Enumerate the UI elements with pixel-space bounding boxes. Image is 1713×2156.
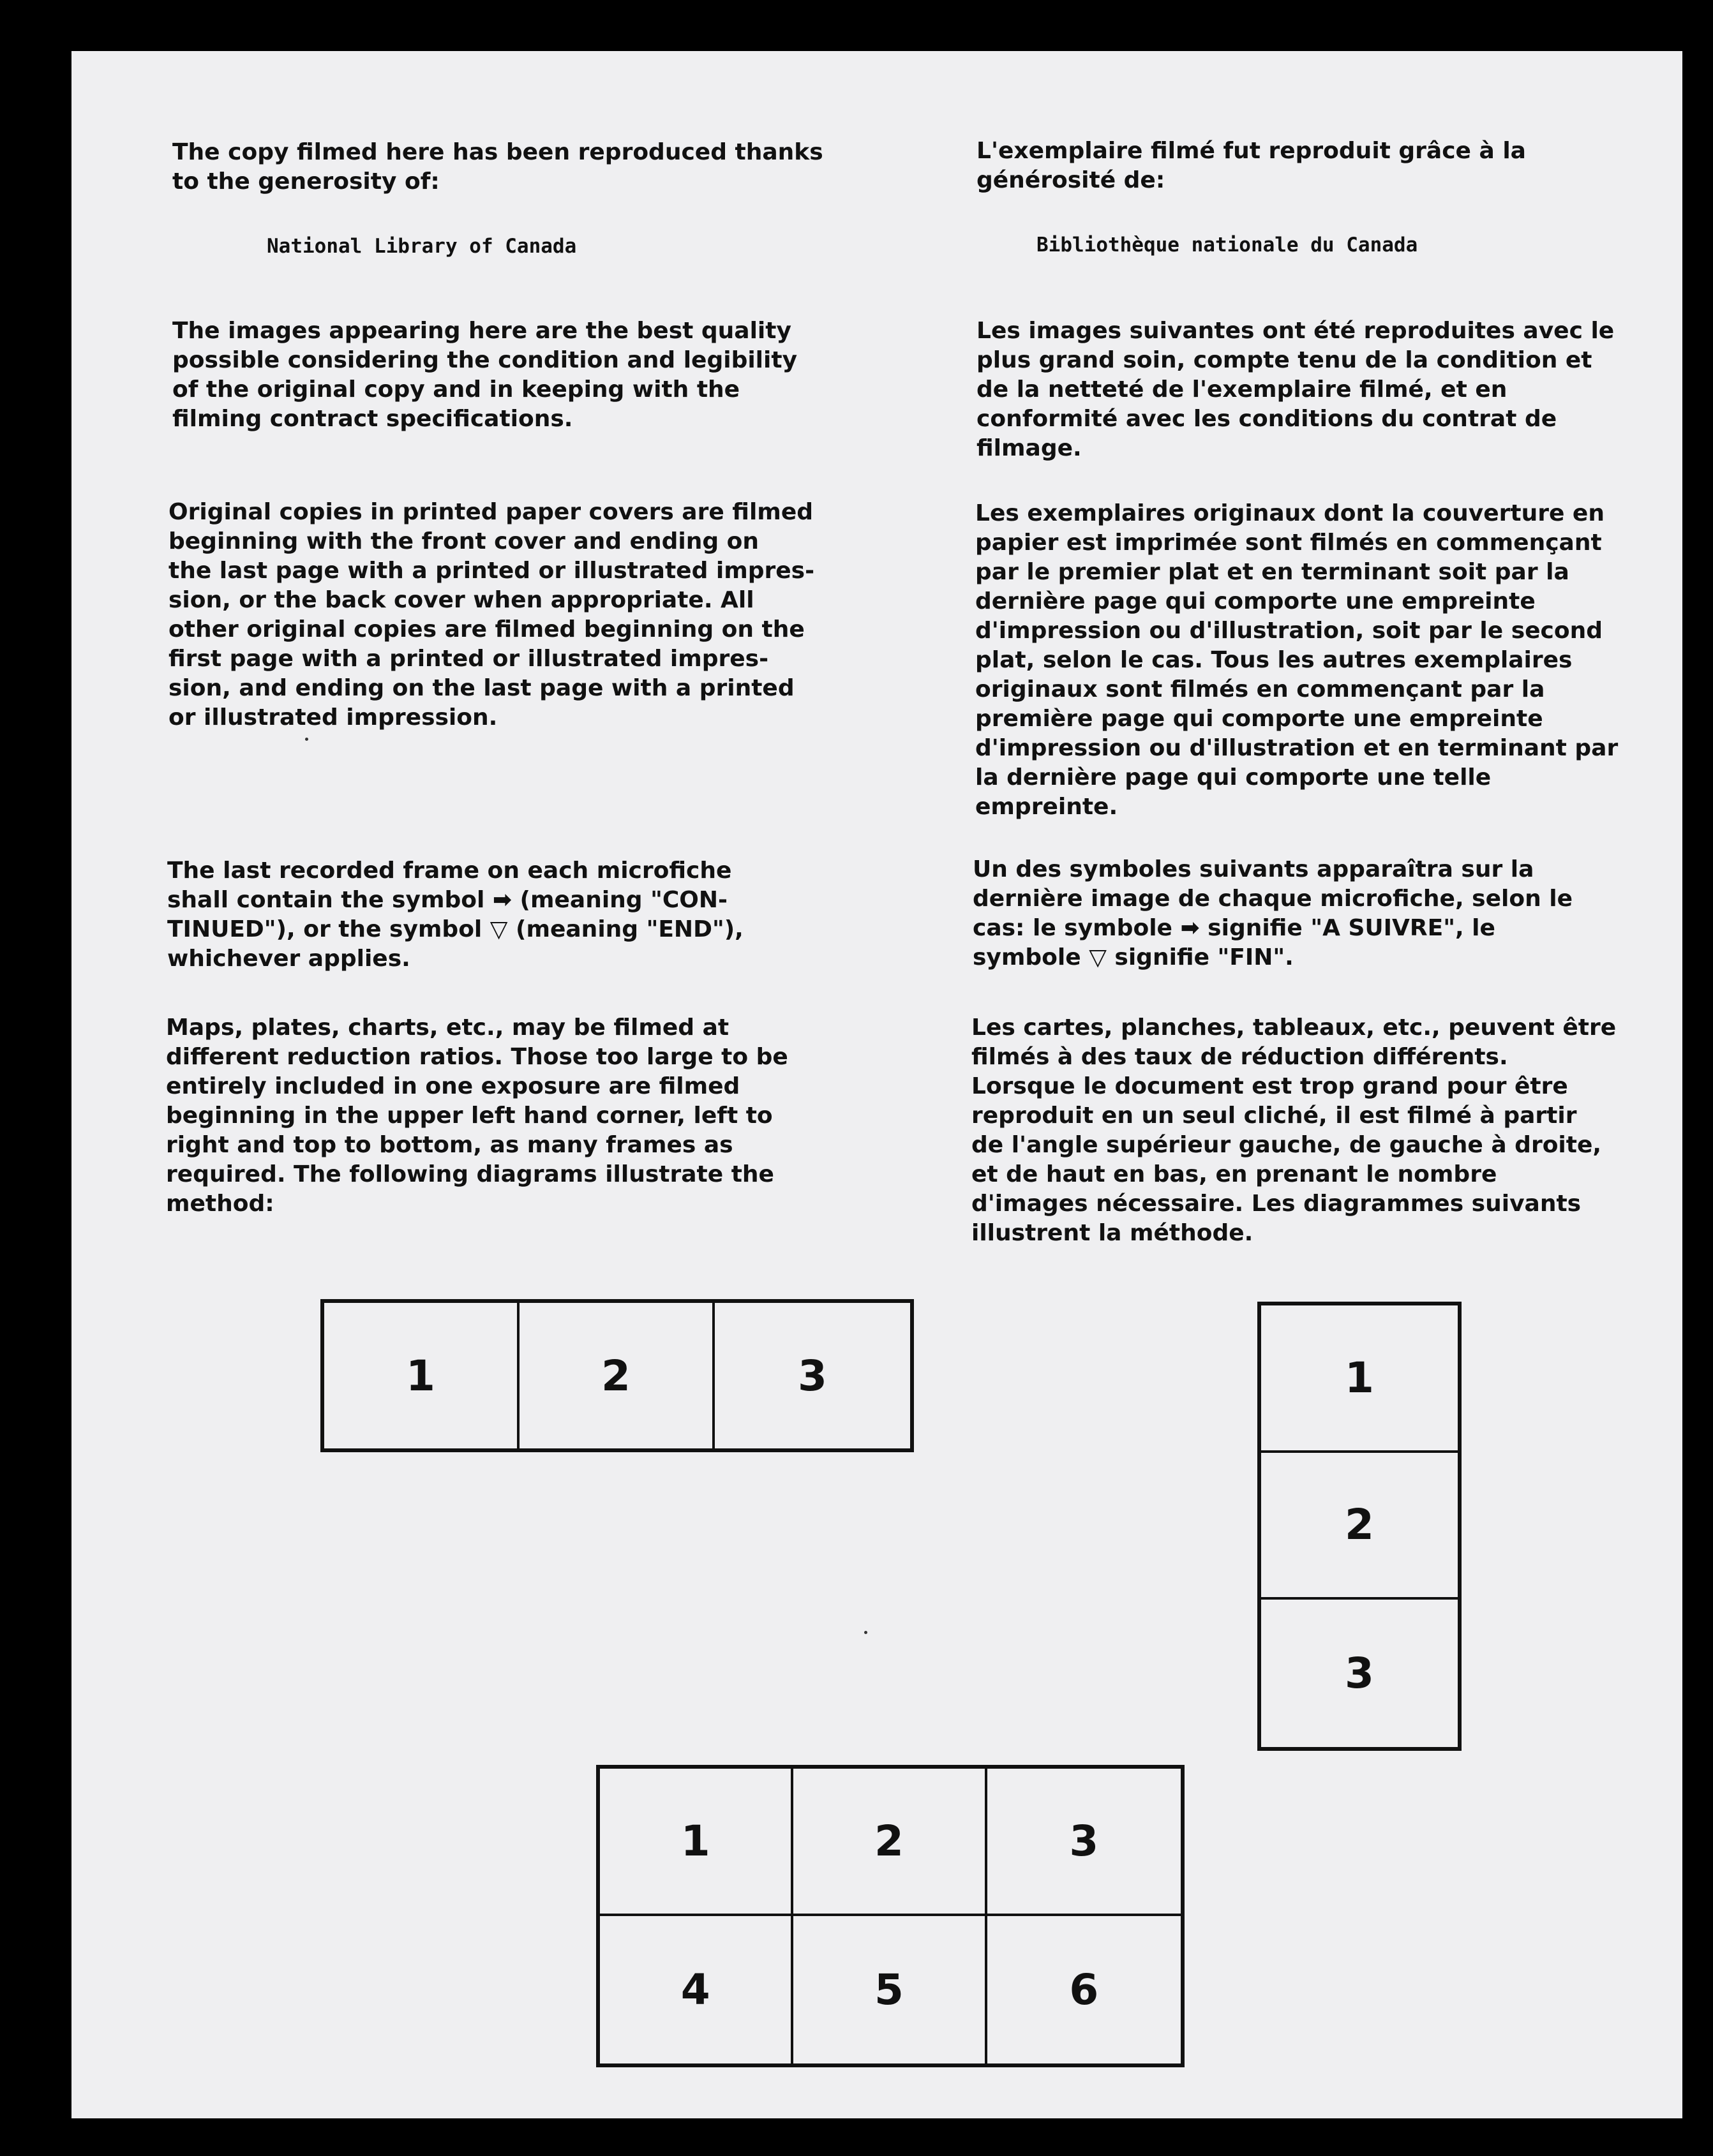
fr-library-name: Bibliothèque nationale du Canada: [1036, 234, 1418, 256]
diagram-horizontal-strip: [320, 1299, 914, 1452]
frame-cell: 6: [1069, 1965, 1099, 2014]
frame-cell: 2: [1261, 1453, 1458, 1600]
dust-speck: [305, 738, 308, 741]
frame-cell: 3: [987, 1769, 1181, 1916]
frame-cell: 5: [793, 1916, 987, 2063]
en-original-copies-text: Original copies in printed paper covers are filmed beginning with the front cover and ending on the last page with a printed or illustrated impres- sion, or the back cover when appropriate. All other original copies are filmed beginning on the first page with a printed or illustrated impres- sion, and ending on the last page with a printed or illustrated impression.: [168, 499, 815, 731]
en-maps-text: Maps, plates, charts, etc., may be filmed at different reduction ratios. Those too large to be entirely included in one exposure are filmed beginning in the upper left hand corner, left to right and top to bottom, as many frames as required. The following diagrams illustrate the method:: [166, 1015, 788, 1217]
frame-cell: 4: [600, 1916, 793, 2063]
en-thanks-text: The copy filmed here has been reproduced thanks to the generosity of:: [172, 139, 823, 195]
fr-quality-text: Les images suivantes ont été reproduites avec le plus grand soin, compte tenu de la condition et de la netteté de l'exemplaire filmé, et en conformité avec les conditions du contrat de filmage.: [976, 318, 1615, 461]
frame-cell: 1: [1261, 1305, 1458, 1453]
fr-symbols-text: Un des symboles suivants apparaîtra sur la dernière image de chaque microfiche, selon le cas: le symbole ➡ signifie "A SUIVRE", le symbole ▽ signifie "FIN".: [973, 856, 1573, 970]
en-quality-text: The images appearing here are the best quality possible considering the condition and legibility of the original copy and in keeping with the filming contract specifications.: [172, 318, 798, 432]
frame-cell: 2: [793, 1769, 987, 1916]
diagram-vertical-strip: [1257, 1302, 1462, 1751]
frame-cell: 3: [798, 1351, 827, 1401]
frame-cell: 3: [1345, 1649, 1374, 1699]
dust-speck: [864, 1631, 867, 1634]
en-symbols-text: The last recorded frame on each microfiche shall contain the symbol ➡ (meaning "CON- TINUED"), or the symbol ▽ (meaning "END"), whichever applies.: [167, 858, 744, 972]
fr-original-copies-text: Les exemplaires originaux dont la couverture en papier est imprimée sont filmés en commençant par le premier plat et en terminant soit par la dernière page qui comporte une empreinte d'impression ou d'illustration, soit par le second plat, selon le cas. Tous les autres exemplaires originaux sont filmés en commençant par la première page qui comporte une empreinte d'impression ou d'illustration et en terminant par la dernière page qui comporte une telle empreinte.: [975, 500, 1619, 820]
frame-cell: 1: [324, 1303, 520, 1448]
fr-maps-text: Les cartes, planches, tableaux, etc., peuvent être filmés à des taux de réduction différents. Lorsque le document est trop grand pour être reproduit en un seul cliché, il est filmé à partir de l'angle supérieur gauche, de gauche à droite, et de haut en bas, en prenant le nombre d'images nécessaire. Les diagrammes suivants illustrent la méthode.: [971, 1015, 1617, 1246]
fr-thanks-text: L'exemplaire filmé fut reproduit grâce à la générosité de:: [976, 138, 1526, 193]
diagram-six-frame-grid: [596, 1765, 1185, 2067]
frame-cell: 2: [520, 1303, 715, 1448]
en-library-name: National Library of Canada: [267, 235, 577, 258]
frame-cell: 1: [600, 1769, 793, 1916]
